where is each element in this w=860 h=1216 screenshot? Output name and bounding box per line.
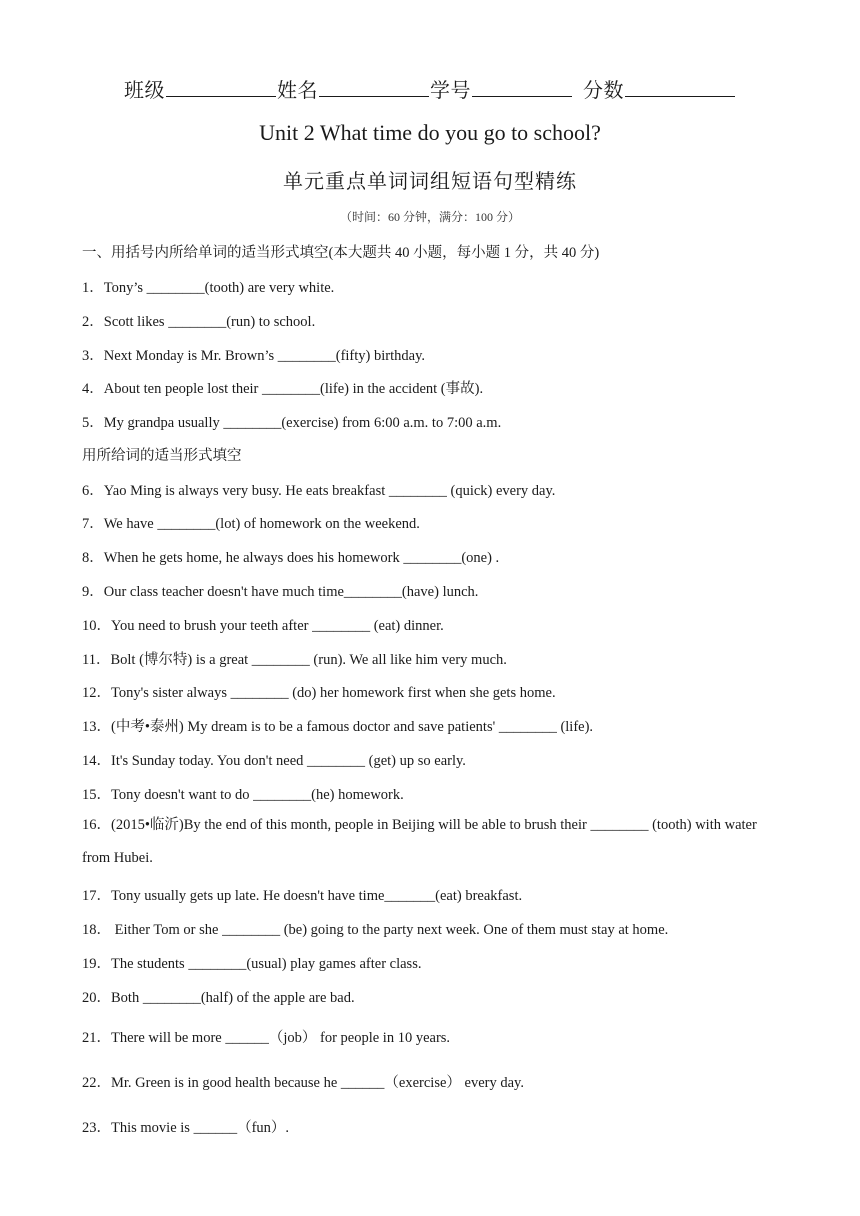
student-id-label: 学号 — [430, 80, 471, 102]
question-item: 17．Tony usually gets up late. He doesn't have time_______(eat) breakfast. — [82, 888, 523, 904]
time-info: （时间：60 分钟，满分：100 分） — [339, 210, 520, 224]
question-item: 8．When he gets home, he always does his homework ________(one) . — [82, 550, 500, 566]
class-blank — [166, 78, 276, 97]
question-item: 12．Tony's sister always ________ (do) her homework first when she gets home. — [82, 685, 556, 701]
question-item: 19．The students ________(usual) play games after class. — [82, 956, 422, 972]
question-item: 1．Tony’s ________(tooth) are very white. — [82, 280, 335, 296]
question-item: 18． Either Tom or she ________ (be) going to the party next week. One of them must stay at home. — [82, 922, 669, 938]
sub-instruction: 用所给词的适当形式填空 — [82, 448, 242, 464]
question-item: 7．We have ________(lot) of homework on the weekend. — [82, 516, 420, 532]
question-item: 11．Bolt (博尔特) is a great ________ (run). We all like him very much. — [82, 652, 507, 668]
class-label: 班级 — [124, 80, 165, 102]
page-subtitle: 单元重点单词词组短语句型精练 — [283, 171, 577, 193]
page-title: Unit 2 What time do you go to school? — [259, 120, 601, 145]
score-blank — [625, 78, 735, 97]
question-item: 3．Next Monday is Mr. Brown’s ________(fifty) birthday. — [82, 348, 426, 364]
question-item: 5．My grandpa usually ________(exercise) from 6:00 a.m. to 7:00 a.m. — [82, 415, 502, 431]
student-info-line — [0, 74, 860, 103]
student-id-blank — [472, 78, 572, 97]
question-item: 21．There will be more ______（job） for people in 10 years. — [82, 1030, 451, 1046]
name-blank — [319, 78, 429, 97]
question-item: 22．Mr. Green is in good health because he ______（exercise） every day. — [82, 1075, 524, 1091]
question-item: 13．(中考•泰州) My dream is to be a famous doctor and save patients' ________ (life). — [82, 719, 594, 735]
question-item: 15．Tony doesn't want to do ________(he) homework. — [82, 787, 404, 803]
question-item: 9．Our class teacher doesn't have much time________(have) lunch. — [82, 584, 479, 600]
question-item: 4．About ten people lost their ________(life) in the accident (事故). — [82, 381, 484, 397]
question-item: 23．This movie is ______（fun）. — [82, 1120, 290, 1136]
section-heading: 一、用括号内所给单词的适当形式填空(本大题共 40 小题，每小题 1 分，共 40 分) — [82, 245, 600, 261]
question-item: 20．Both ________(half) of the apple are bad. — [82, 990, 355, 1006]
question-item: 14．It's Sunday today. You don't need ________ (get) up so early. — [82, 753, 466, 769]
name-label: 姓名 — [277, 80, 318, 102]
question-item: 2．Scott likes ________(run) to school. — [82, 314, 316, 330]
score-label: 分数 — [583, 80, 624, 102]
question-item: 10．You need to brush your teeth after ________ (eat) dinner. — [82, 618, 444, 634]
question-item: 6．Yao Ming is always very busy. He eats breakfast ________ (quick) every day. — [82, 483, 556, 499]
question-item: 16．(2015•临沂)By the end of this month, people in Beijing will be able to brush their ________ (tooth) with water from Hubei. — [82, 817, 757, 866]
